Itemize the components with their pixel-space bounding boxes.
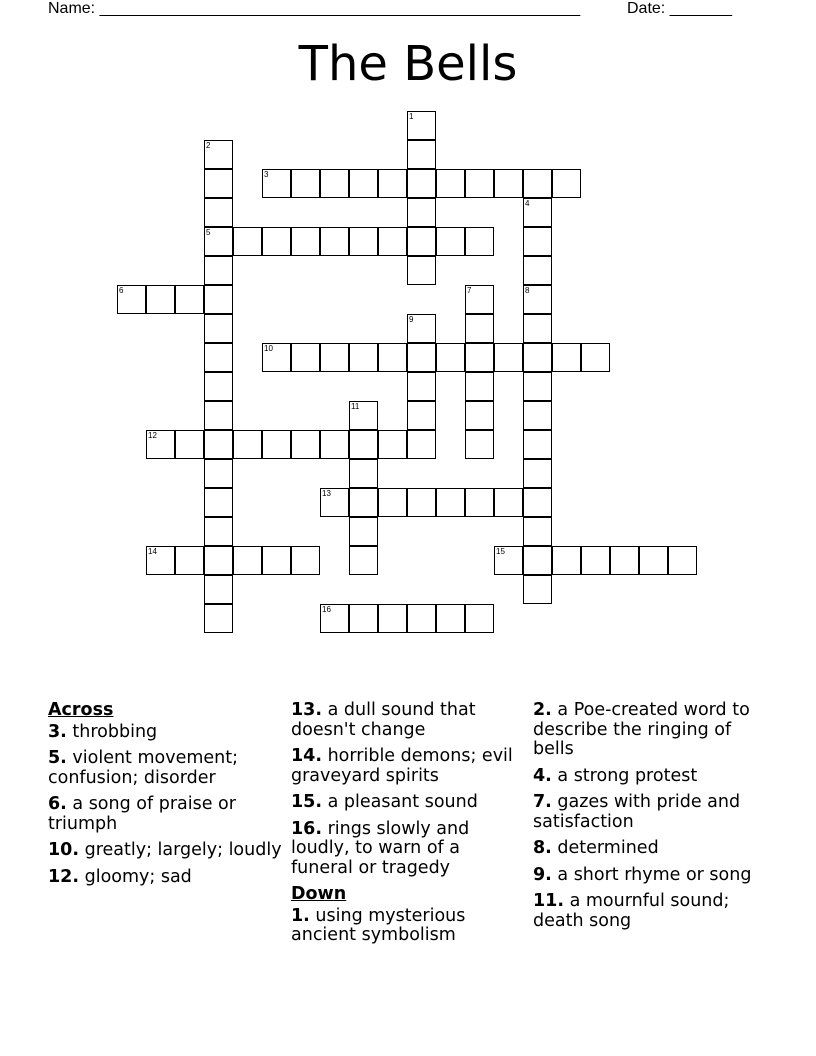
grid-cell[interactable]	[204, 140, 233, 169]
grid-cell[interactable]	[204, 372, 233, 401]
grid-cell[interactable]	[262, 169, 291, 198]
clue-number: 4.	[533, 765, 552, 786]
grid-cell[interactable]	[175, 546, 204, 575]
clue-number-label: 13	[322, 489, 331, 498]
clue-text: a short rhyme or song	[557, 864, 752, 885]
grid-cell[interactable]	[494, 169, 523, 198]
clue-number-label: 12	[148, 431, 157, 440]
clue-number: 5.	[48, 748, 67, 768]
grid-cell[interactable]	[494, 343, 523, 372]
grid-cell[interactable]	[146, 285, 175, 314]
grid-cell[interactable]	[349, 169, 378, 198]
grid-cell[interactable]	[204, 343, 233, 372]
grid-cell[interactable]	[204, 285, 233, 314]
clue-number-label: 14	[148, 547, 157, 556]
grid-cell[interactable]	[291, 546, 320, 575]
grid-cell[interactable]	[291, 343, 320, 372]
clue-number-label: 4	[525, 199, 530, 208]
grid-cell[interactable]	[349, 517, 378, 546]
clue-number: 9.	[533, 864, 552, 885]
grid-cell[interactable]	[349, 604, 378, 633]
grid-cell[interactable]	[349, 546, 378, 575]
grid-cell[interactable]	[204, 256, 233, 285]
grid-cell[interactable]	[262, 343, 291, 372]
clue-across-3	[48, 723, 283, 743]
grid-cell[interactable]	[117, 285, 146, 314]
clue-column-1	[48, 701, 283, 894]
clue-across-10	[48, 841, 283, 861]
clue-text: a song of praise or triumph	[48, 794, 236, 834]
grid-cell[interactable]	[523, 198, 552, 227]
grid-cell[interactable]	[407, 372, 436, 401]
clue-number: 14.	[291, 746, 323, 766]
clue-number: 16.	[291, 818, 323, 839]
clue-number-label: 16	[322, 605, 331, 614]
clue-number: 8.	[533, 838, 552, 858]
clue-across-16	[291, 820, 526, 879]
grid-cell[interactable]	[465, 314, 494, 343]
grid-cell[interactable]	[465, 343, 494, 372]
clue-text: a strong protest	[557, 765, 698, 786]
grid-cell[interactable]	[233, 227, 262, 256]
clue-text: gazes with pride and satisfaction	[533, 792, 741, 832]
grid-cell[interactable]	[407, 401, 436, 430]
clue-number-label: 8	[525, 286, 530, 295]
across-heading: Across	[48, 700, 114, 720]
grid-cell[interactable]	[465, 488, 494, 517]
page-title: The Bells	[298, 36, 518, 92]
clue-down-1	[291, 907, 526, 946]
grid-cell[interactable]	[291, 430, 320, 459]
grid-cell[interactable]	[204, 546, 233, 575]
grid-cell[interactable]	[581, 343, 610, 372]
clue-number: 6.	[48, 794, 67, 814]
grid-cell[interactable]	[436, 488, 465, 517]
clue-down-2	[533, 701, 768, 760]
grid-cell[interactable]	[465, 227, 494, 256]
grid-cell[interactable]	[320, 430, 349, 459]
clue-text: using mysterious ancient symbolism	[291, 905, 466, 945]
grid-cell[interactable]	[407, 256, 436, 285]
grid-cell[interactable]	[204, 459, 233, 488]
clue-number-label: 6	[119, 286, 124, 295]
grid-cell[interactable]	[465, 401, 494, 430]
clue-number: 15.	[291, 792, 323, 812]
grid-cell[interactable]	[378, 227, 407, 256]
grid-cell[interactable]	[407, 198, 436, 227]
grid-cell[interactable]	[523, 285, 552, 314]
grid-cell[interactable]	[407, 430, 436, 459]
clue-number-label: 5	[206, 228, 211, 237]
grid-cell[interactable]	[523, 546, 552, 575]
date-field[interactable]: Date: _______	[627, 0, 732, 17]
clue-number: 1.	[291, 905, 310, 926]
grid-cell[interactable]	[349, 343, 378, 372]
name-field[interactable]: Name: ______________________________________________________	[48, 0, 581, 17]
grid-cell[interactable]	[407, 343, 436, 372]
down-heading: Down	[291, 884, 347, 904]
clue-text: a mournful sound; death song	[533, 891, 730, 931]
grid-cell[interactable]	[378, 488, 407, 517]
clue-number: 11.	[533, 891, 565, 911]
clue-text: a pleasant sound	[327, 792, 478, 812]
grid-cell[interactable]	[262, 227, 291, 256]
grid-cell[interactable]	[523, 430, 552, 459]
clue-number: 12.	[48, 866, 80, 887]
clue-number-label: 15	[496, 547, 505, 556]
grid-cell[interactable]	[204, 227, 233, 256]
grid-cell[interactable]	[581, 546, 610, 575]
grid-cell[interactable]	[204, 604, 233, 633]
grid-cell[interactable]	[407, 227, 436, 256]
grid-cell[interactable]	[320, 488, 349, 517]
clue-across-6	[48, 795, 283, 834]
clue-text: horrible demons; evil graveyard spirits	[291, 746, 513, 786]
clue-across-5	[48, 749, 283, 788]
clue-number: 2.	[533, 700, 552, 720]
grid-cell[interactable]	[204, 430, 233, 459]
grid-cell[interactable]	[436, 227, 465, 256]
grid-cell[interactable]	[233, 546, 262, 575]
grid-cell[interactable]	[436, 343, 465, 372]
grid-cell[interactable]	[523, 169, 552, 198]
grid-cell[interactable]	[291, 169, 320, 198]
grid-cell[interactable]	[523, 488, 552, 517]
grid-cell[interactable]	[465, 169, 494, 198]
clue-text: gloomy; sad	[84, 866, 192, 887]
grid-cell[interactable]	[349, 227, 378, 256]
grid-cell[interactable]	[465, 430, 494, 459]
grid-cell[interactable]	[262, 546, 291, 575]
grid-cell[interactable]	[523, 372, 552, 401]
clue-text: violent movement; confusion; disorder	[48, 748, 239, 788]
grid-cell[interactable]	[523, 575, 552, 604]
grid-cell[interactable]	[407, 604, 436, 633]
grid-cell[interactable]	[233, 430, 262, 459]
grid-cell[interactable]	[204, 575, 233, 604]
grid-cell[interactable]	[436, 604, 465, 633]
clue-down-8	[533, 839, 768, 859]
grid-cell[interactable]	[378, 604, 407, 633]
clue-down-4	[533, 767, 768, 787]
grid-cell[interactable]	[349, 459, 378, 488]
clue-across-14	[291, 747, 526, 786]
grid-cell[interactable]	[175, 285, 204, 314]
grid-cell[interactable]	[407, 140, 436, 169]
grid-cell[interactable]	[436, 169, 465, 198]
grid-cell[interactable]	[465, 372, 494, 401]
clue-text: greatly; largely; loudly	[84, 840, 282, 860]
grid-cell[interactable]	[407, 314, 436, 343]
grid-cell[interactable]	[378, 343, 407, 372]
clue-across-15	[291, 793, 526, 813]
clue-across-12	[48, 868, 283, 888]
clue-number: 13.	[291, 700, 323, 720]
clue-number-label: 11	[351, 402, 360, 411]
clue-column-2	[291, 701, 526, 953]
grid-cell[interactable]	[465, 604, 494, 633]
grid-cell[interactable]	[407, 169, 436, 198]
grid-cell[interactable]	[146, 546, 175, 575]
grid-cell[interactable]	[320, 343, 349, 372]
clue-number-label: 7	[467, 286, 472, 295]
grid-cell[interactable]	[204, 198, 233, 227]
clue-text: a dull sound that doesn't change	[291, 700, 476, 740]
grid-cell[interactable]	[407, 488, 436, 517]
clue-down-7	[533, 793, 768, 832]
clue-number: 10.	[48, 840, 80, 860]
grid-cell[interactable]	[204, 517, 233, 546]
grid-cell[interactable]	[668, 546, 697, 575]
grid-cell[interactable]	[523, 401, 552, 430]
grid-cell[interactable]	[494, 546, 523, 575]
grid-cell[interactable]	[523, 314, 552, 343]
grid-cell[interactable]	[523, 256, 552, 285]
clue-number-label: 9	[409, 315, 414, 324]
grid-cell[interactable]	[552, 546, 581, 575]
grid-cell[interactable]	[204, 488, 233, 517]
grid-cell[interactable]	[175, 430, 204, 459]
grid-cell[interactable]	[204, 401, 233, 430]
grid-cell[interactable]	[407, 111, 436, 140]
grid-cell[interactable]	[378, 430, 407, 459]
grid-cell[interactable]	[320, 169, 349, 198]
grid-cell[interactable]	[639, 546, 668, 575]
grid-cell[interactable]	[204, 169, 233, 198]
clue-column-3	[533, 701, 768, 938]
grid-cell[interactable]	[523, 459, 552, 488]
clue-down-9	[533, 866, 768, 886]
clue-number-label: 1	[409, 112, 414, 121]
clue-number-label: 10	[264, 344, 273, 353]
clue-down-11	[533, 892, 768, 931]
grid-cell[interactable]	[204, 314, 233, 343]
clue-number-label: 3	[264, 170, 269, 179]
clue-across-13	[291, 701, 526, 740]
grid-cell[interactable]	[378, 169, 407, 198]
grid-cell[interactable]	[523, 343, 552, 372]
clue-text: a Poe-created word to describe the ringing of bells	[533, 700, 750, 759]
grid-cell[interactable]	[349, 488, 378, 517]
grid-cell[interactable]	[552, 343, 581, 372]
clue-text: rings slowly and loudly, to warn of a funeral or tragedy	[291, 818, 470, 878]
grid-cell[interactable]	[262, 430, 291, 459]
grid-cell[interactable]	[146, 430, 175, 459]
clue-number-label: 2	[206, 141, 211, 150]
clue-text: determined	[557, 838, 659, 858]
grid-cell[interactable]	[465, 285, 494, 314]
grid-cell[interactable]	[494, 488, 523, 517]
grid-cell[interactable]	[320, 227, 349, 256]
clue-number: 7.	[533, 792, 552, 812]
clue-text: throbbing	[72, 721, 158, 742]
grid-cell[interactable]	[349, 430, 378, 459]
grid-cell[interactable]	[552, 169, 581, 198]
grid-cell[interactable]	[349, 401, 378, 430]
grid-cell[interactable]	[523, 517, 552, 546]
clue-number: 3.	[48, 721, 67, 742]
grid-cell[interactable]	[610, 546, 639, 575]
grid-cell[interactable]	[523, 227, 552, 256]
grid-cell[interactable]	[320, 604, 349, 633]
grid-cell[interactable]	[291, 227, 320, 256]
